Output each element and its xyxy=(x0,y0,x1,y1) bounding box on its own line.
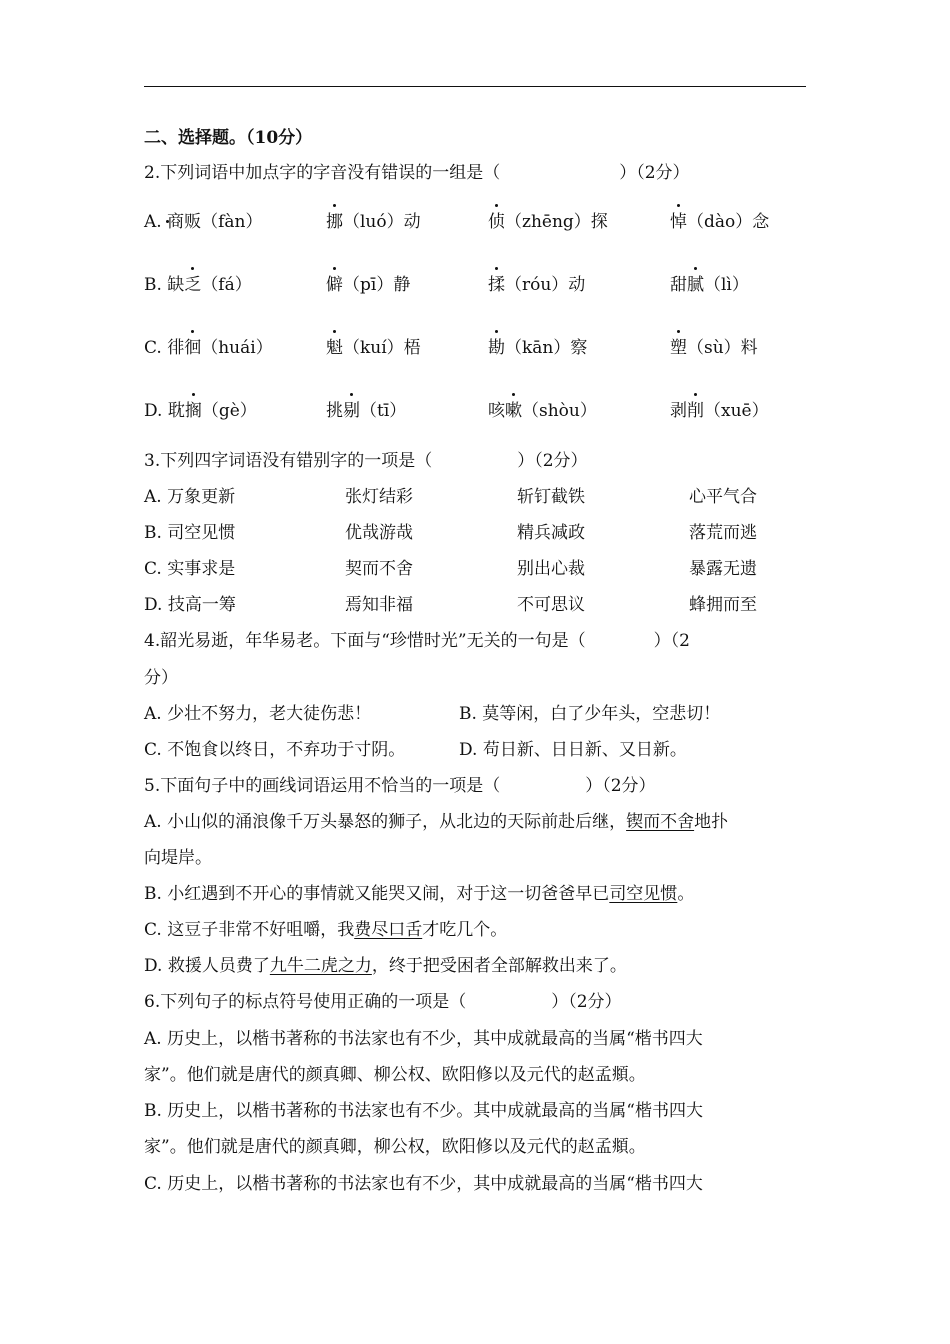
dotted-character: 削 xyxy=(687,401,704,421)
q2-option-b-word-4: 甜腻（lì） xyxy=(670,275,749,295)
question-6-option-a-cont: 家”。他们就是唐代的颜真卿、柳公权、欧阳修以及元代的赵孟頫。 xyxy=(144,1065,646,1085)
q3-option-a-word-1: A. 万象更新 xyxy=(144,487,236,507)
underlined-phrase: 九牛二虎之力 xyxy=(269,956,372,976)
dotted-character: 嗽 xyxy=(505,401,522,421)
q3-option-d-word-3: 不可思议 xyxy=(517,595,585,615)
underlined-phrase: 费尽口舌 xyxy=(354,920,423,940)
question-2-stem: 2.下列词语中加点字的字音没有错误的一组是（ ）（2分） xyxy=(144,163,690,183)
q2-option-d-word-1: D. 耽搁（gè） xyxy=(144,401,257,421)
question-4-option-a: A. 少壮不努力，老大徒伤悲！ xyxy=(144,704,372,724)
q2-option-c-word-3: 勘（kān）察 xyxy=(488,338,588,358)
question-5-option-a-cont: 向堤岸。 xyxy=(144,848,212,868)
q3-option-c-word-3: 别出心裁 xyxy=(517,559,585,579)
q2-option-a-word-2: 挪（luó）动 xyxy=(326,212,421,232)
question-5-option-d: D. 救援人员费了九牛二虎之力，终于把受困者全部解救出来了。 xyxy=(144,956,627,976)
q2-option-b-word-2: 僻（pī）静 xyxy=(326,275,411,295)
q2-option-d-word-2: 挑剔（tī） xyxy=(326,401,407,421)
question-4-stem: 4.韶光易逝，年华易老。下面与“珍惜时光”无关的一句是（ ）（2 xyxy=(144,631,690,651)
q3-option-b-word-2: 优哉游哉 xyxy=(345,523,413,543)
dotted-character: 挪 xyxy=(326,212,343,232)
underlined-phrase: 司空见惯 xyxy=(609,884,678,904)
underlined-phrase: 锲而不舍 xyxy=(626,812,695,832)
dotted-character: 塑 xyxy=(670,338,687,358)
q3-option-c-word-4: 暴露无遗 xyxy=(689,559,757,579)
question-6-option-c: C. 历史上，以楷书著称的书法家也有不少，其中成就最高的当属“楷书四大 xyxy=(144,1174,703,1194)
section-title: 二、选择题。（10分） xyxy=(144,128,313,148)
q3-option-a-word-2: 张灯结彩 xyxy=(345,487,413,507)
dotted-character: 搁 xyxy=(184,401,202,421)
question-5-option-b: B. 小红遇到不开心的事情就又能哭又闹，对于这一切爸爸早已司空见惯。 xyxy=(144,884,695,904)
q3-option-a-word-3: 斩钉截铁 xyxy=(517,487,585,507)
q3-option-d-word-2: 焉知非福 xyxy=(345,595,413,615)
question-5-option-a: A. 小山似的涌浪像千万头暴怒的狮子，从北边的天际前赴后继，锲而不舍地扑 xyxy=(144,812,729,832)
q3-option-a-word-4: 心平气合 xyxy=(689,487,757,507)
q3-option-d-word-1: D. 技高一筹 xyxy=(144,595,236,615)
question-6-option-b: B. 历史上，以楷书著称的书法家也有不少。其中成就最高的当属“楷书四大 xyxy=(144,1101,703,1121)
q2-option-b-word-3: 揉（róu）动 xyxy=(488,275,586,295)
question-6-stem: 6.下列句子的标点符号使用正确的一项是（ ）（2分） xyxy=(144,992,622,1012)
dotted-character: 侦 xyxy=(488,212,505,232)
dotted-character: 僻 xyxy=(326,275,343,295)
dotted-character: 揉 xyxy=(488,275,505,295)
question-4-option-b: B. 莫等闲，白了少年头，空悲切！ xyxy=(459,704,721,724)
question-4-option-c: C. 不饱食以终日，不弃功于寸阴。 xyxy=(144,740,406,760)
question-6-option-b-cont: 家”。他们就是唐代的颜真卿，柳公权，欧阳修以及元代的赵孟頫。 xyxy=(144,1137,646,1157)
q3-option-b-word-4: 落荒而逃 xyxy=(689,523,757,543)
q3-option-c-word-2: 契而不舍 xyxy=(345,559,413,579)
dotted-character: 徊 xyxy=(184,338,202,358)
question-5-option-c: C. 这豆子非常不好咀嚼，我费尽口舌才吃几个。 xyxy=(144,920,508,940)
q2-option-c-word-2: 魁（kuí）梧 xyxy=(326,338,421,358)
dotted-character: 腻 xyxy=(687,275,704,295)
dotted-character: 悼 xyxy=(670,212,687,232)
question-3-stem: 3.下列四字词语没有错别字的一项是（ ）（2分） xyxy=(144,451,588,471)
question-5-stem: 5.下面句子中的画线词语运用不恰当的一项是（ ）（2分） xyxy=(144,776,656,796)
question-4-option-d: D. 苟日新、日日新、又日新。 xyxy=(459,740,687,760)
q2-option-d-word-4: 剥削（xuē） xyxy=(670,401,769,421)
q2-option-d-word-3: 咳嗽（shòu） xyxy=(488,401,597,421)
q3-option-d-word-4: 蜂拥而至 xyxy=(689,595,757,615)
dotted-character: 剔 xyxy=(343,401,360,421)
q2-option-c-word-1: C. 徘徊（huái） xyxy=(144,338,273,358)
q3-option-b-word-3: 精兵减政 xyxy=(517,523,585,543)
header-rule xyxy=(144,86,806,87)
question-6-option-a: A. 历史上，以楷书著称的书法家也有不少，其中成就最高的当属“楷书四大 xyxy=(144,1029,703,1049)
dotted-character: 勘 xyxy=(488,338,505,358)
q2-option-a-word-1: A. 商贩（fàn） xyxy=(144,212,263,232)
q2-option-a-word-3: 侦（zhēng）探 xyxy=(488,212,608,232)
q2-option-b-word-1: B. 缺乏（fá） xyxy=(144,275,252,295)
q3-option-b-word-1: B. 司空见惯 xyxy=(144,523,236,543)
dotted-character: 魁 xyxy=(326,338,343,358)
q2-option-a-word-4: 悼（dào）念 xyxy=(670,212,770,232)
q2-option-c-word-4: 塑（sù）料 xyxy=(670,338,758,358)
question-4-stem-cont: 分） xyxy=(144,668,178,688)
dotted-character: 乏 xyxy=(184,275,202,295)
q3-option-c-word-1: C. 实事求是 xyxy=(144,559,236,579)
